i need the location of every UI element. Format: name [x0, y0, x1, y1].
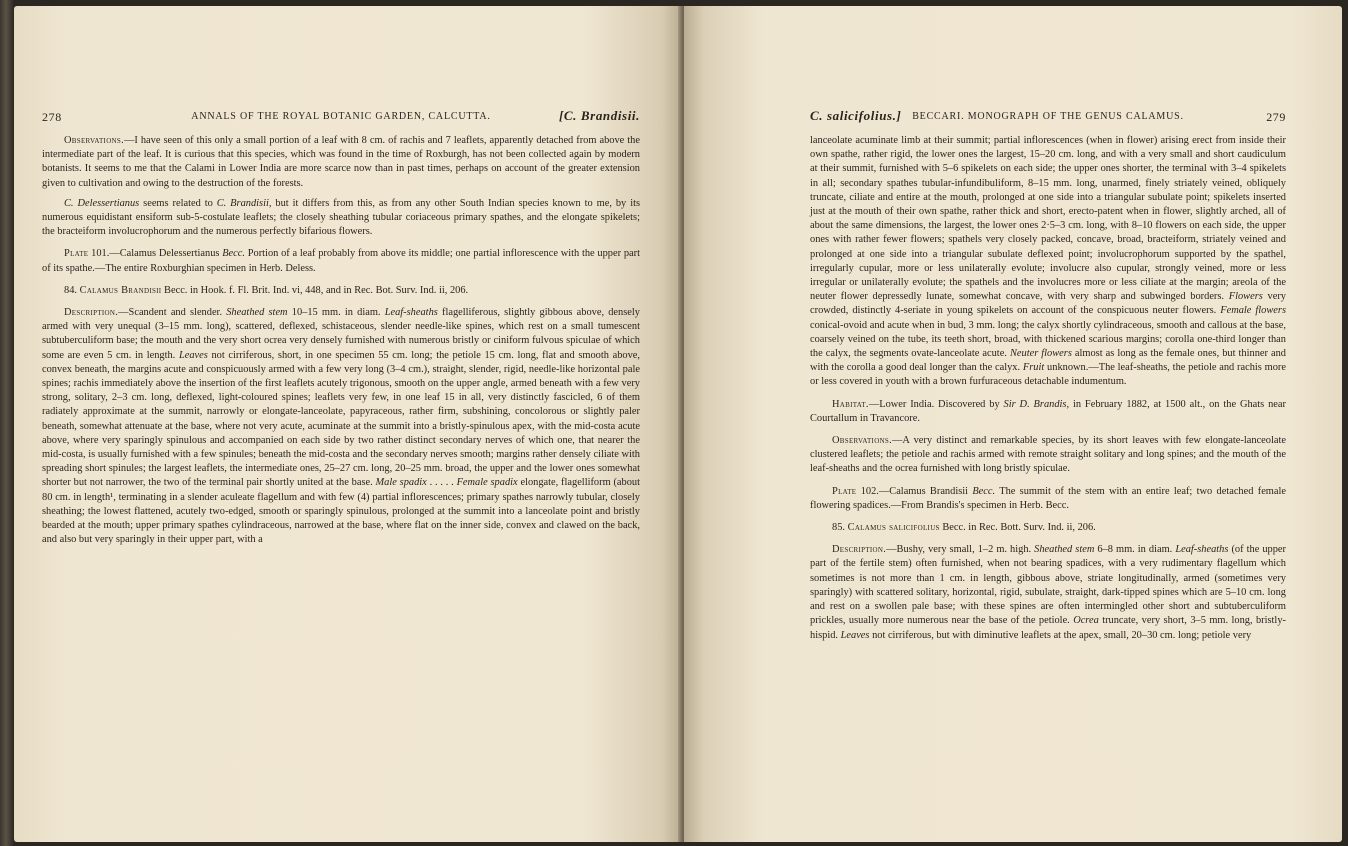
- right-page-header: [810, 108, 1286, 128]
- description-paragraph: Description.—Scandent and slender. Sheathed stem 10–15 mm. in diam. Leaf-sheaths flagelliferous, slightly gibbous above, densely armed with very unequal (3–15 mm. long), scattered, deflexed, schistaceous, slender needle-like spines, which rest on a small tumescent subtuberculiform base; the mouth and the very short ocrea very densely furnished with numerous bristly or ciniform fulvous spiculae of which some are even 5 cm. in length. Leaves not cirriferous, short, in one specimen 55 cm. long; the petiole 15 cm. long, flat and smooth above, convex beneath, the margins acute and conspicuously armed with a few very long (3–4 cm.), straight, slender, rigid, needle-like horizontal pale spines; rachis immediately above the insertion of the first leaflets acutely trigonous, smooth on the upper angle, armed beneath with a few very strong, solitary, 2–3 cm. long, deflexed, light-coloured spines; leaflets very few, in one leaf 15 in all, very distinctly fascicled, 6 of them radiately approximate at the summit, narrowly or elongate-lanceolate, papyraceous, rather firm, subshining, concolorous or slightly paler beneath, somewhat attenuate at the base, where not very acute, acuminate at the summit into a bristly-spinulous apex, with the mid-costa acute above, where very sparingly spinulous and accompanied on each side by two rather distinct secondary nerves of which one, that nearer the mid-costa, is usually furnished with a few spinules; beneath the mid-costa and the secondary nerves smooth; margins rather densely ciliate with spreading short spinules; the largest leaflets, the intermediate ones, 25–27 cm. long, 20–25 mm. broad, the upper and the lower ones somewhat shorter but not narrower, the two of the terminal pair shortly united at the base. Male spadix . . . . . Female spadix elongate, flagelliform (about 80 cm. in length¹, terminating in a slender aculeate flagellum and with few (4) partial inflorescences; primary spathes narrowly tubular, closely sheathing; the lowest flattened, acutely two-edged, smooth or sparingly spinulous, prolonged at the summit into a lanceolate point and bristly bearded at the mouth; upper primary spathes cylindraceous, narrowed at the base, where flat on the inner side, convex and clawed on the back, and also but very sparingly in their upper part, with a: [42, 307, 641, 546]
- species-entry-heading: 85. Calamus salicifolius Becc. in Rec. Bott. Surv. Ind. ii, 206.: [832, 522, 1096, 534]
- plate-caption: Plate 102.—Calamus Brandisii Becc. The summit of the stem with an entire leaf; two detached female flowering spadices.—From Brandis's specimen in Herb. Becc.: [810, 485, 1286, 511]
- right-page-body: [810, 134, 1286, 649]
- description-paragraph: Description.—Bushy, very small, 1–2 m. high. Sheathed stem 6–8 mm. in diam. Leaf-sheaths (of the upper part of the fertile stem) often furnished, when not bearing spadices, with a very rudimentary flagellum which sometimes is not more than 1 cm. in length, gibbous above, striate longitudinally, armed (sometimes very sparingly) with scattered solitary, horizontal, rigid, subulate, straight, dark-tipped spines which are 5–10 cm. long and rest on a swollen pale base; with these spines are often intermingled other short and subtuberculiform prickles, usually more numerous near the base of the petiole. Ocrea truncate, very short, 3–5 mm. long, bristly-hispid. Leaves not cirriferous, but with diminutive leaflets at the apex, small, 20–30 cm. long; petiole very: [810, 544, 1286, 641]
- section-label: C. salicifolius.]: [810, 108, 902, 123]
- left-page-body: [42, 134, 640, 553]
- right-page: [684, 6, 1342, 842]
- continued-description-paragraph: lanceolate acuminate limb at their summit; partial inflorescences (when in flower) arising erect from inside their own spathe, rather rigid, the lower ones the largest, 15–20 cm. long, and with a very small and short caudiculum at their summit, furnished with 5–6 spikelets on each side; the upper ones shorter, the terminal with 3–4 spikelets in all; secondary spathes tubular-infundibuliform, 8–15 mm. long, unarmed, finely striately veined, obliquely truncate, ciliate and entire at the mouth, prolonged at one side into a triangular subulate point; spikelets inserted just at the mouth of their own spathe, rather thick and short, erecto-patent when in flower, slightly arched, all of about the same dimensions, the largest, the lower ones 2·5–3 cm. long, with 8–10 flowers on each side, the upper ones with rather fewer flowers; spathels very closely packed, concave, broad, bracteiform, striately veined and prolonged at one side into a triangular subulate deflexed point; involucrophorum supported by the spathel, irregularly cupular, more or less unilaterally evolute; involucre also cupular, strongly veined, more or less irregular or unilaterally evolute; the spathels and the involucres more or less ciliate at the margin; areola of the neuter flower depressedly lunate, somewhat concave, with very sharp and subwinged borders. Flowers very crowded, distinctly 4-seriate in young spikelets on account of the conspicuous neuter flowers. Female flowers conical-ovoid and acute when in bud, 3 mm. long; the calyx shortly cylindraceous, smooth and callous at the base, coarsely veined on the tube, its teeth short, broad, with thickened scarious margins; corolla one-third longer than the calyx, the segments ovate-lanceolate acute. Neuter flowers almost as long as the female ones, but thinner and with the corolla a good deal longer than the calyx. Fruit unknown.—The leaf-sheaths, the petiole and rachis more or less covered in youth with a brown furfuraceous detachable indumentum.: [810, 135, 1287, 388]
- plate-caption: Plate 101.—Calamus Delessertianus Becc. Portion of a leaf probably from above its middle; one partial inflorescence with the upper part of its spathe.—The entire Roxburghian specimen in Herb. Deless.: [42, 248, 640, 274]
- species-entry-heading: 84. Calamus Brandisii Becc. in Hook. f. Fl. Brit. Ind. vi, 448, and in Rec. Bot. Surv. Ind. ii, 206.: [64, 284, 469, 296]
- left-page-header: [42, 108, 640, 128]
- running-title: BECCARI. MONOGRAPH OF THE GENUS CALAMUS.: [912, 111, 1184, 122]
- left-page: [14, 6, 682, 842]
- section-label: [C. Brandisii.: [558, 108, 640, 123]
- comparison-paragraph: C. Delessertianus seems related to C. Brandisii, but it differs from this, as from any other South Indian species known to me, by its numerous equidistant ensiform sub-5-costulate leaflets; the closely sheathing tubular coriaceous primary spathes, and the elongate spikelets; the bracteiform involucrophorum and the numerous perfectly bifarious flowers.: [42, 197, 641, 238]
- habitat-paragraph: Habitat.—Lower India. Discovered by Sir D. Brandis, in February 1882, at 1500 alt., on the Ghats near Courtallum in Travancore.: [810, 398, 1286, 424]
- page-number: 279: [1266, 110, 1286, 124]
- observations-paragraph: Observations.—A very distinct and remarkable species, by its short leaves with few elongate-lanceolate clustered leaflets; the petiole and rachis armed with remote straight solitary and long spines; and the mouth of the leaf-sheaths and the ocrea furnished with long bristly spiculae.: [810, 435, 1286, 475]
- running-title: ANNALS OF THE ROYAL BOTANIC GARDEN, CALCUTTA.: [191, 111, 491, 122]
- observations-paragraph: Observations.—I have seen of this only a small portion of a leaf with 8 cm. of rachis and 7 leaflets, apparently detached from above the intermediate part of the leaf. It is curious that this species, which was found in the time of Roxburgh, has not been collected again by modern botanists. It seems to me that the Calami in Lower India are more scarce now than in past times, perhaps on account of the greater extension given to cultivation and owing to the destruction of the forests.: [42, 135, 640, 189]
- page-number: 278: [42, 110, 62, 124]
